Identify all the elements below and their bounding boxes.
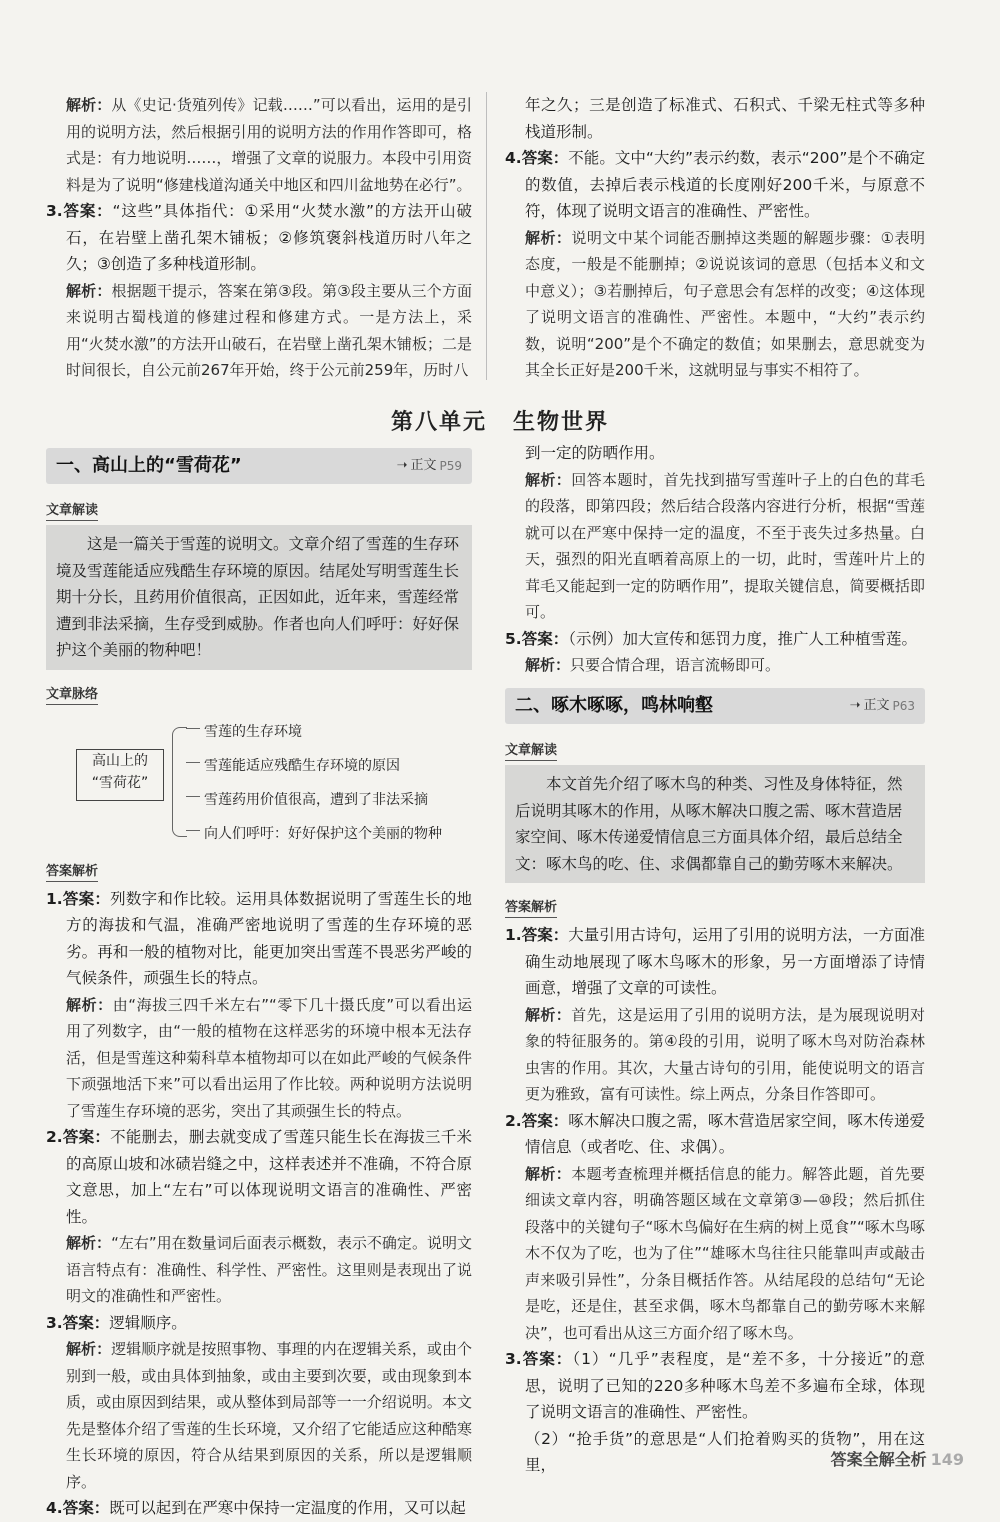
- paragraph-text: （2）“抢手货”的意思是“人们抢着购买的货物”，用在这里，: [525, 1429, 925, 1474]
- answer-item: [505, 626, 925, 653]
- paragraph-text: 回答本题时，首先找到描写雪莲叶子上的白色的茸毛的段落，即第四段；然后结合段落内容进行分析，根据“雪莲就可以在严寒中保持一定的温度，不至于丧失过多热量。白天，强烈的阳光直晒着高原上的一切，此时，雪莲叶片上的茸毛又能起到一定的防晒作用”，提取关键信息，简要概括即可。: [525, 470, 925, 621]
- lesson1-page-ref: [397, 453, 462, 480]
- lesson1-page-number: P59: [439, 458, 462, 473]
- question-number: 3.: [46, 202, 63, 220]
- analysis-label: 解析：: [525, 656, 571, 674]
- outline-center-line1: 高山上的: [92, 752, 148, 769]
- question-number: 1.: [505, 926, 522, 944]
- paragraph-text: 既可以起到在严寒中保持一定温度的作用，又可以起: [109, 1499, 466, 1517]
- paragraph-text: 本题考查梳理并概括信息的能力。解答此题，首先要细读文章内容，明确答题区域在文章第③—⑩段；然后抓住段落中的关键句子“啄木鸟偏好在生病的树上觅食”“啄木鸟啄木不仅为了吃，也为了住”“雄啄木鸟往往只能靠叫声或敲击声来吸引异性”，分条目概括作答。从结尾段的总结句“无论是吃，还是住，甚至求偶，啄木鸟都靠自己的勤劳啄木来解决”，也可看出从这三方面介绍了啄木鸟。: [525, 1164, 925, 1342]
- paragraph-text: （示例）加大宣传和惩罚力度，推广人工种植雪莲。: [568, 629, 917, 648]
- question-number: 5.: [505, 629, 522, 648]
- answer-label: 答案：: [62, 1313, 110, 1332]
- lesson1-ref-label: 正文: [410, 457, 437, 473]
- answer-label: 答案：: [62, 202, 113, 220]
- answer-label: 答案：: [62, 1499, 110, 1517]
- top-right-column: [505, 92, 925, 384]
- answer-item: [46, 198, 472, 278]
- page-number: 149: [930, 1450, 964, 1469]
- paragraph-text: 大量引用古诗句，运用了引用的说明方法，一方面准确生动地展现了啄木鸟啄木的形象，另一方面增添了诗情画意，增强了文章的可读性。: [525, 926, 925, 997]
- lesson2-title-bar: [505, 688, 925, 724]
- outline-item: 雪莲药用价值很高，遭到了非法采摘: [204, 787, 428, 814]
- lesson2-ref-label: 正文: [863, 697, 890, 713]
- top-left-column: [46, 92, 472, 384]
- answer-item: [46, 1495, 472, 1522]
- lesson1-outline-diagram: [46, 717, 472, 847]
- analysis-label: 解析：: [66, 1234, 112, 1252]
- column-divider: [486, 92, 487, 380]
- answer-label: 答案：: [521, 149, 569, 167]
- analysis-item: [46, 1336, 472, 1495]
- unit-number: 第八单元: [390, 410, 487, 435]
- arrow-right-icon: ➝: [396, 457, 408, 473]
- paragraph-text: 首先，这是运用了引用的说明方法，是为展现说明对象的特征服务的。第④段的引用，说明了啄木鸟对防治森林虫害的作用。其次，大量古诗句的引用，能使说明文的语言更为雅致，富有可读性。综上两点，分条目作答即可。: [525, 1005, 925, 1103]
- outline-brace: [172, 727, 187, 837]
- lesson1-outline-label: 文章脉络: [46, 686, 98, 705]
- analysis-label: 解析：: [66, 281, 112, 300]
- continued-text: [505, 440, 925, 467]
- unit-title: [0, 405, 1000, 436]
- question-number: 1.: [46, 889, 63, 908]
- paragraph-text: “这些”具体指代：①采用“火焚水激”的方法开山破石，在岩壁上凿孔架木铺板；②修筑褒斜栈道历时八年之久；③创造了多种栈道形制。: [66, 202, 472, 273]
- paragraph-text: 年之久；三是创造了标准式、石积式、千梁无柱式等多种栈道形制。: [525, 96, 925, 141]
- outline-item: 向人们呼吁：好好保护这个美丽的物种: [204, 821, 442, 848]
- paragraph-text: “左右”用在数量词后面表示概数，表示不确定。说明文语言特点有：准确性、科学性、严密性。这里则是表现出了说明文的准确性和严密性。: [66, 1234, 472, 1305]
- answer-label: 答案：: [521, 926, 569, 944]
- paragraph-text: 逻辑顺序就是按照事物、事理的内在逻辑关系，或由个别到一般，或由具体到抽象，或由主要到次要，或由现象到本质，或由原因到结果，或从整体到局部等一一介绍说明。本文先是整体介绍了雪莲的生长环境，又介绍了它能适应这种酷寒生长环境的原因，符合从结果到原因的关系，所以是逻辑顺序。: [66, 1340, 472, 1491]
- question-number: 3.: [505, 1350, 522, 1368]
- question-number: 3.: [46, 1313, 63, 1332]
- paragraph-text: 不能。文中“大约”表示约数，表示“200”是个不确定的数值，去掉后表示栈道的长度刚好200千米，与原意不符，体现了说明文语言的准确性、严密性。: [525, 149, 925, 220]
- paragraph-text: 啄木解决口腹之需，啄木营造居家空间，啄木传递爱情信息（或者吃、住、求偶）。: [525, 1111, 925, 1156]
- answer-item: [505, 1108, 925, 1161]
- paragraph-text: 说明文中某个词能否删掉这类题的解题步骤：①表明态度，一般是不能删掉；②说说该词的意思（包括本义和文中意义）；③若删掉后，句子意思会有怎样的改变；④这体现了说明文语言的准确性、严密性。本题中，“大约”表示约数，说明“200”是个不确定的数值；如果删去，意思就变为其全长正好是200千米，这就明显与事实不相符了。: [525, 228, 925, 379]
- paragraph-text: 逻辑顺序。: [109, 1313, 187, 1332]
- lesson1-title-bar: [46, 448, 472, 484]
- analysis-label: 解析：: [525, 228, 572, 247]
- answer-label: 答案：: [62, 1128, 111, 1146]
- analysis-item: [505, 1002, 925, 1108]
- analysis-item: [46, 1230, 472, 1310]
- arrow-right-icon: ➝: [849, 697, 861, 713]
- paragraph-text: 到一定的防晒作用。: [525, 444, 665, 462]
- question-number: 2.: [46, 1128, 63, 1146]
- footer-mark: [831, 1447, 964, 1470]
- lesson2-summary-label: 文章解读: [505, 742, 557, 761]
- analysis-item: [505, 1161, 925, 1347]
- footer-text: 答案全解全析: [830, 1450, 927, 1469]
- lesson2-answers: [505, 922, 925, 1479]
- lesson1-answers-label: 答案解析: [46, 863, 98, 882]
- analysis-item: [505, 652, 925, 679]
- outline-item: 雪莲的生存环境: [204, 719, 302, 746]
- continued-text: [505, 92, 925, 145]
- question-number: 4.: [46, 1499, 63, 1517]
- question-number: 2.: [505, 1111, 522, 1130]
- analysis-label: 解析：: [525, 1005, 572, 1024]
- analysis-label: 解析：: [66, 96, 112, 114]
- paragraph-text: （1）“几乎”表程度，是“差不多，十分接近”的意思，说明了已知的220多种啄木鸟差不多遍布全球，体现了说明文语言的准确性、严密性。: [525, 1350, 925, 1421]
- answer-item: [46, 1310, 472, 1337]
- outline-center-box: [76, 749, 164, 801]
- lesson2-page-number: P63: [892, 698, 915, 713]
- answer-item: [46, 1124, 472, 1230]
- answer-item: [505, 145, 925, 225]
- answer-label: 答案：: [521, 1350, 573, 1368]
- analysis-item: [46, 278, 472, 384]
- paragraph-text: 不能删去，删去就变成了雪莲只能生长在海拔三千米的高原山坡和冰碛岩缝之中，这样表述并不准确，不符合原文意思，加上“左右”可以体现说明文语言的准确性、严密性。: [66, 1128, 472, 1226]
- unit-name: 生物世界: [513, 410, 610, 435]
- question-number: 4.: [505, 149, 522, 167]
- answer-item: [505, 922, 925, 1002]
- answer-label: 答案：: [521, 629, 569, 648]
- lesson1-summary: 这是一篇关于雪莲的说明文。文章介绍了雪莲的生存环境及雪莲能适应残酷生存环境的原因。结尾处写明雪莲生长期十分长，且药用价值很高，正因如此，近年来，雪莲经常遭到非法采摘，生存受到威胁。作者也向人们呼吁：好好保护这个美丽的物种吧！: [46, 525, 472, 670]
- answer-item: [505, 1346, 925, 1426]
- analysis-item: [505, 225, 925, 384]
- analysis-label: 解析：: [525, 1164, 572, 1183]
- lesson1-summary-label: 文章解读: [46, 502, 98, 521]
- analysis-item: [46, 92, 472, 198]
- outline-item: 雪莲能适应残酷生存环境的原因: [204, 753, 400, 780]
- paragraph-text: 只要合情合理，语言流畅即可。: [570, 656, 781, 674]
- lesson1-continued: [505, 440, 925, 679]
- outline-center-line2: “雪荷花”: [91, 774, 149, 791]
- analysis-label: 解析：: [525, 470, 572, 489]
- paragraph-text: 根据题干提示，答案在第③段。第③段主要从三个方面来说明古蜀栈道的修建过程和修建方式。一是方法上，采用“火焚水激”的方法开山破石，在岩壁上凿孔架木铺板；二是时间很长，自公元前267年开始，终于公元前259年，历时八: [66, 281, 472, 379]
- paragraph-text: 列数字和作比较。运用具体数据说明了雪莲生长的地方的海拔和气温，准确严密地说明了雪莲的生存环境的恶劣。再和一般的植物对比，能更加突出雪莲不畏恶劣严峻的气候条件，顽强生长的特点。: [66, 889, 472, 987]
- analysis-label: 解析：: [66, 995, 113, 1014]
- lesson2-page-ref: [850, 693, 915, 720]
- analysis-item: [46, 992, 472, 1125]
- lesson2-summary: 本文首先介绍了啄木鸟的种类、习性及身体特征，然后说明其啄木的作用，从啄木解决口腹之需、啄木营造居家空间、啄木传递爱情信息三方面具体介绍，最后总结全文：啄木鸟的吃、住、求偶都靠自己的勤劳啄木来解决。: [505, 765, 925, 883]
- lesson2-answers-label: 答案解析: [505, 899, 557, 918]
- answer-item: [46, 886, 472, 992]
- lesson1-section: [46, 448, 472, 1522]
- lesson2-title: 二、啄木啄啄，鸣林响壑: [515, 694, 713, 716]
- answer-label: 答案：: [62, 889, 111, 908]
- lesson1-answers: [46, 886, 472, 1522]
- paragraph-text: 由“海拔三四千米左右”“零下几十摄氏度”可以看出运用了列数字，由“一般的植物在这样恶劣的环境中根本无法存活，但是雪莲这种菊科草本植物却可以在如此严峻的气候条件下顽强地活下来”可以看出运用了作比较。两种说明方法说明了雪莲生存环境的恶劣，突出了其顽强生长的特点。: [66, 995, 472, 1120]
- paragraph-text: 从《史记·货殖列传》记载……”可以看出，运用的是引用的说明方法，然后根据引用的说明方法的作用作答即可，格式是：有力地说明……，增强了文章的说服力。本段中引用资料是为了说明“修建栈道沟通关中地区和四川盆地势在必行”。: [66, 96, 472, 194]
- answer-label: 答案：: [521, 1111, 569, 1130]
- analysis-item: [505, 467, 925, 626]
- analysis-label: 解析：: [66, 1340, 112, 1358]
- lesson1-title: 一、高山上的“雪荷花”: [56, 454, 242, 476]
- lesson2-section: [505, 688, 925, 1479]
